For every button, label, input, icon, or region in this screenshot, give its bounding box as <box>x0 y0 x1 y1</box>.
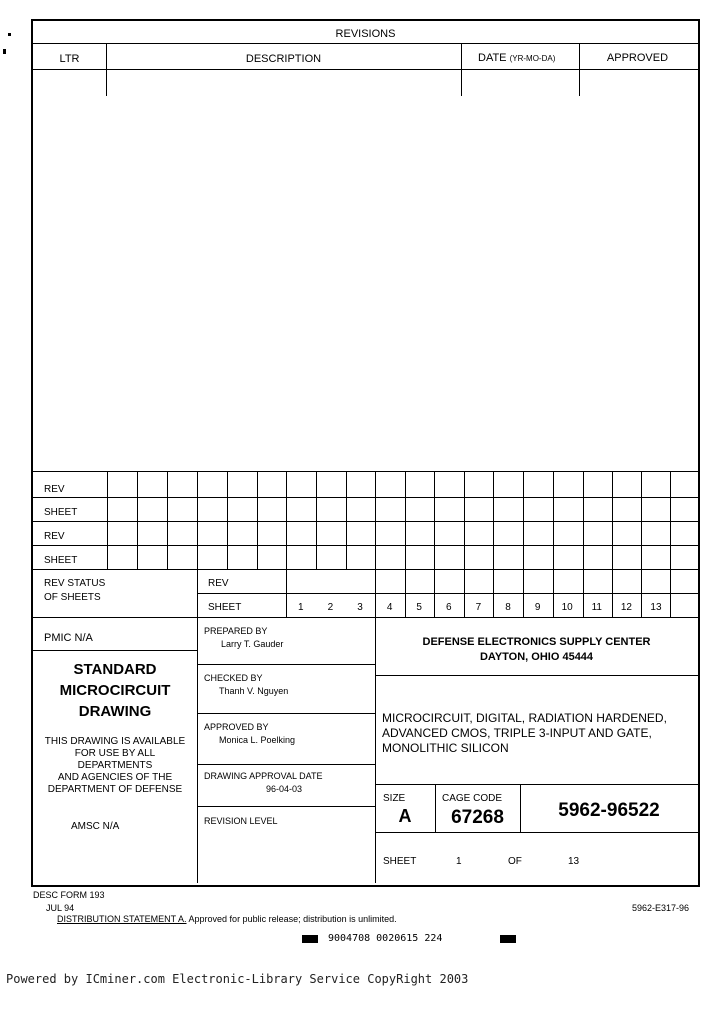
sheet-label-1: SHEET <box>44 507 78 518</box>
scan-mark <box>8 33 11 36</box>
barcode-bar-right <box>500 935 516 943</box>
col-date-label: DATE <box>478 52 507 64</box>
title-left-divider <box>197 617 198 883</box>
grid-vline <box>257 471 258 569</box>
sheet-number-10: 10 <box>561 602 573 613</box>
date-rule <box>197 806 375 807</box>
grid-vline <box>197 471 198 569</box>
agency-rule <box>375 675 698 676</box>
rev-label-1: REV <box>44 484 65 495</box>
approved-by-label: APPROVED BY <box>204 722 269 732</box>
grid-vline <box>286 471 287 569</box>
sheet-number-2: 2 <box>327 602 334 613</box>
sheet-number-4: 4 <box>386 602 393 613</box>
scan-mark <box>3 49 6 54</box>
pmic-label: PMIC N/A <box>44 632 93 644</box>
avail-line-5: DEPARTMENT OF DEFENSE <box>47 784 183 795</box>
approval-date-value: 96-04-03 <box>266 784 303 794</box>
grid-vline <box>583 471 584 569</box>
sheet-number-9: 9 <box>534 602 541 613</box>
grid-vline <box>434 471 435 569</box>
agency-line-1: DEFENSE ELECTRONICS SUPPLY CENTER <box>422 636 651 648</box>
col-approved: APPROVED <box>606 52 669 64</box>
rev-label-3: REV <box>208 578 229 589</box>
grid-hline <box>33 521 698 522</box>
size-label: SIZE <box>383 793 406 804</box>
size-value: A <box>398 806 412 826</box>
barcode-text: 9004708 0020615 224 <box>328 933 443 944</box>
agency-line-2: DAYTON, OHIO 45444 <box>479 651 594 663</box>
grid-vline <box>553 471 554 569</box>
grid-vline <box>137 471 138 569</box>
title-block-top <box>33 617 698 618</box>
grid-vline <box>197 569 198 617</box>
revisions-rule <box>33 43 698 44</box>
sheet-number-6: 6 <box>446 602 452 613</box>
desc-line-1: MICROCIRCUIT, DIGITAL, RADIATION HARDENED, <box>382 711 667 725</box>
grid-vline <box>641 471 642 569</box>
grid-vline <box>464 471 465 569</box>
sheet-label-2: SHEET <box>44 555 78 566</box>
revisions-title: REVISIONS <box>335 28 396 40</box>
sheet-number-8: 8 <box>505 602 511 613</box>
grid-vline <box>698 569 699 617</box>
grid-vline <box>227 471 228 569</box>
rev-status-label: REV STATUS <box>44 578 106 589</box>
avail-line-2: FOR USE BY ALL <box>74 748 156 759</box>
document-number: 5962-96522 <box>558 800 660 821</box>
grid-vline <box>493 471 494 569</box>
cage-code-value: 67268 <box>451 807 504 828</box>
col-ltr: LTR <box>59 53 80 65</box>
sheet-label-3: SHEET <box>208 602 242 613</box>
cage-code-label: CAGE CODE <box>442 793 503 804</box>
col-date-format: (YR-MO-DA) <box>509 54 556 63</box>
amsc-label: AMSC N/A <box>71 821 120 832</box>
avail-line-4: AND AGENCIES OF THE <box>57 772 173 783</box>
distribution-text: Approved for public release; distribution is unlimited. <box>188 914 397 924</box>
checked-rule <box>197 713 375 714</box>
revisions-header-rule <box>33 69 698 70</box>
of-label: OF <box>508 856 522 867</box>
rev-label-2: REV <box>44 531 65 542</box>
checked-by-value: Thanh V. Nguyen <box>219 686 289 696</box>
grid-hline <box>33 471 698 472</box>
grid-vline <box>167 471 168 569</box>
grid-hline <box>33 545 698 546</box>
sheet-number-5: 5 <box>416 602 422 613</box>
prepared-rule <box>197 664 375 665</box>
col-date <box>478 52 555 64</box>
grid-hline <box>33 569 698 570</box>
checked-by-label: CHECKED BY <box>204 673 263 683</box>
of-value: 13 <box>568 856 580 867</box>
approval-date-label: DRAWING APPROVAL DATE <box>204 771 323 781</box>
title-line-3: DRAWING <box>78 703 152 720</box>
sheet-number-12: 12 <box>620 602 632 613</box>
distribution-statement <box>57 914 397 924</box>
size-rule <box>375 832 698 833</box>
form-number: 5962-E317-96 <box>632 903 690 913</box>
grid-vline <box>375 471 376 569</box>
grid-hline <box>33 497 698 498</box>
title-line-1: STANDARD <box>73 661 157 678</box>
distribution-label: DISTRIBUTION STATEMENT A. <box>57 914 187 924</box>
grid-vline <box>346 471 347 569</box>
grid-vline <box>405 471 406 569</box>
form-date: JUL 94 <box>46 903 75 913</box>
rev-divider-2 <box>461 43 462 96</box>
sheet-number-11: 11 <box>591 602 602 613</box>
powered-by-text: Powered by ICminer.com Electronic-Library Service CopyRight 2003 <box>6 972 469 986</box>
grid-hline <box>197 593 698 594</box>
sheet-label: SHEET <box>383 856 417 867</box>
sheet-number-1: 1 <box>298 602 304 613</box>
desc-line-3: MONOLITHIC SILICON <box>382 741 509 755</box>
barcode-bar-left <box>302 935 318 943</box>
rev-divider-3 <box>579 43 580 96</box>
prepared-by-label: PREPARED BY <box>204 626 268 636</box>
avail-line-3: DEPARTMENTS <box>77 760 153 771</box>
col-description: DESCRIPTION <box>245 53 322 65</box>
title-line-2: MICROCIRCUIT <box>59 682 171 699</box>
grid-vline <box>670 471 671 569</box>
grid-vline <box>316 471 317 569</box>
grid-vline <box>612 471 613 569</box>
sheet-number-13: 13 <box>650 602 662 613</box>
approved-rule <box>197 764 375 765</box>
revision-level-label: REVISION LEVEL <box>204 816 278 826</box>
avail-line-1: THIS DRAWING IS AVAILABLE <box>44 736 186 747</box>
prepared-by-value: Larry T. Gauder <box>221 639 284 649</box>
desc-line-2: ADVANCED CMOS, TRIPLE 3-INPUT AND GATE, <box>382 726 652 740</box>
grid-vline <box>523 471 524 569</box>
pmic-rule <box>33 650 197 651</box>
sheet-number-3: 3 <box>357 602 363 613</box>
sheet-number-7: 7 <box>475 602 482 613</box>
of-sheets-label: OF SHEETS <box>44 592 101 603</box>
grid-vline <box>107 471 108 569</box>
form-name: DESC FORM 193 <box>33 890 105 900</box>
desc-rule <box>375 784 698 785</box>
approved-by-value: Monica L. Poelking <box>219 735 296 745</box>
sheet-value: 1 <box>456 856 462 867</box>
rev-divider-1 <box>106 43 107 96</box>
grid-vline <box>698 471 699 569</box>
